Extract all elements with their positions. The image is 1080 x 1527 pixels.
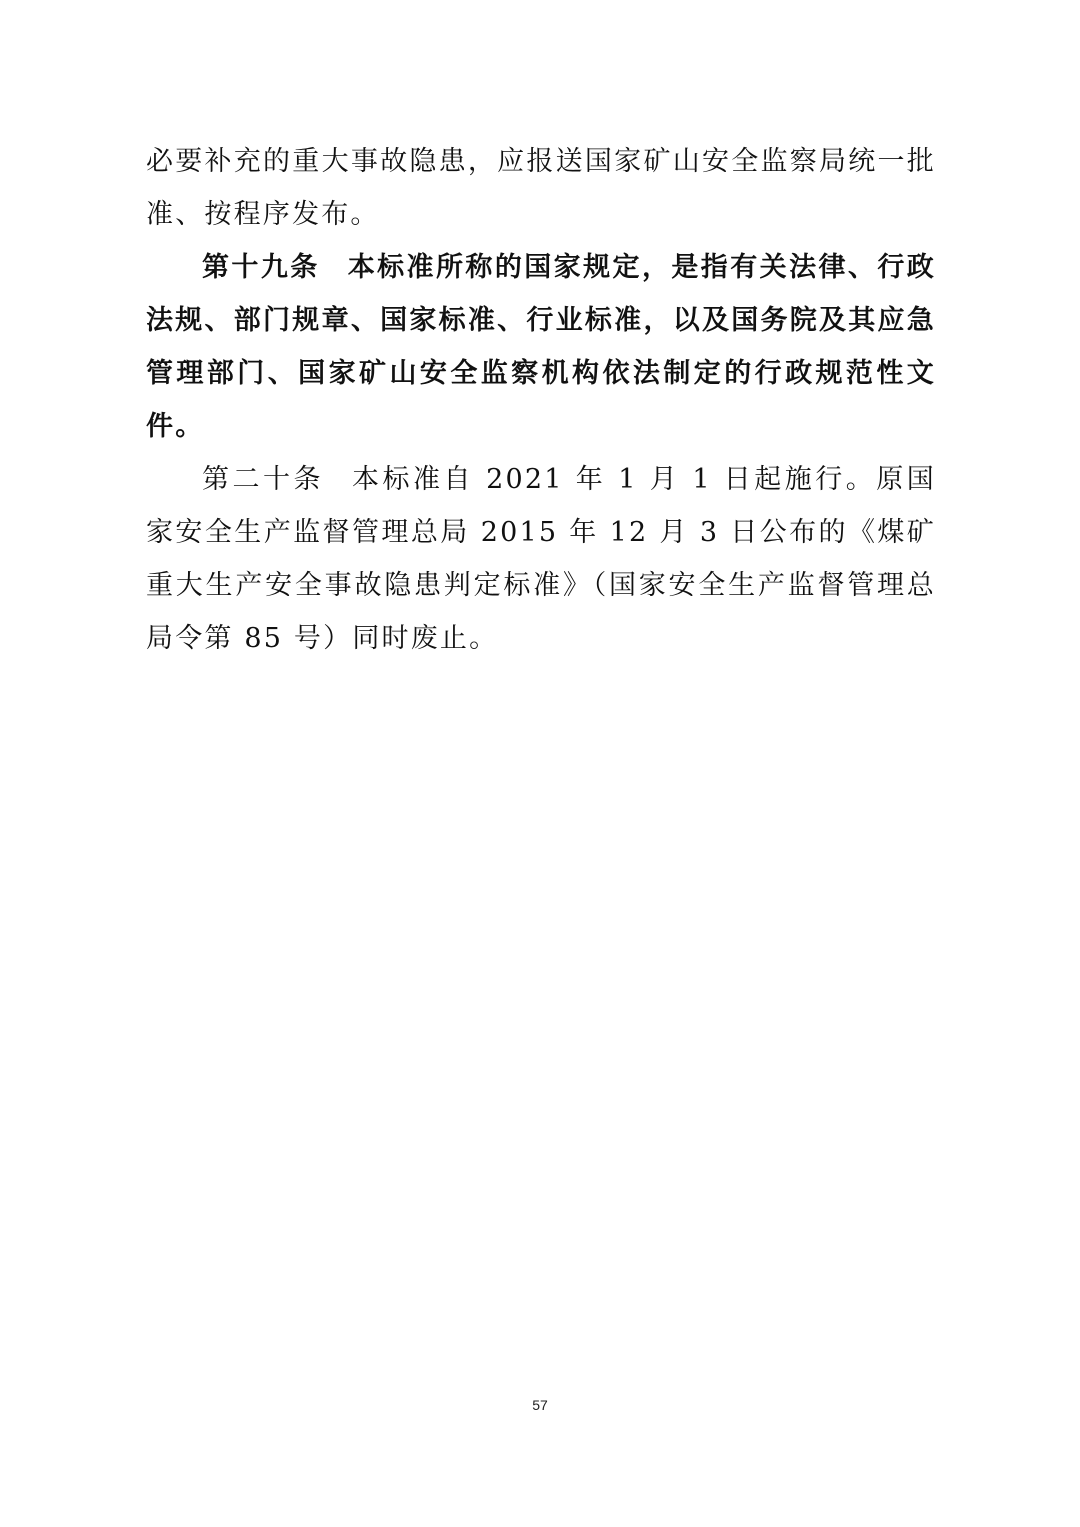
article-19 (146, 241, 936, 453)
page-number: 57 (532, 1397, 548, 1413)
article-label: 第二十条 (202, 464, 325, 495)
paragraph-continuation (146, 135, 936, 241)
article-text: 本标准自 2021 年 1 月 1 日起施行。原国家安全生产监督管理总局 2015 年 12 月 3 日公布的《煤矿重大生产安全事故隐患判定标准》（国家安全生产监督管理总局令第 85 号）同时废止。 (146, 464, 936, 654)
document-body (146, 135, 936, 665)
paragraph-text: 必要补充的重大事故隐患，应报送国家矿山安全监察局统一批准、按程序发布。 (146, 146, 936, 230)
article-20 (146, 453, 936, 665)
article-label: 第十九条 (202, 252, 320, 283)
article-text: 本标准所称的国家规定，是指有关法律、行政法规、部门规章、国家标准、行业标准，以及国务院及其应急管理部门、国家矿山安全监察机构依法制定的行政规范性文件。 (146, 252, 936, 442)
